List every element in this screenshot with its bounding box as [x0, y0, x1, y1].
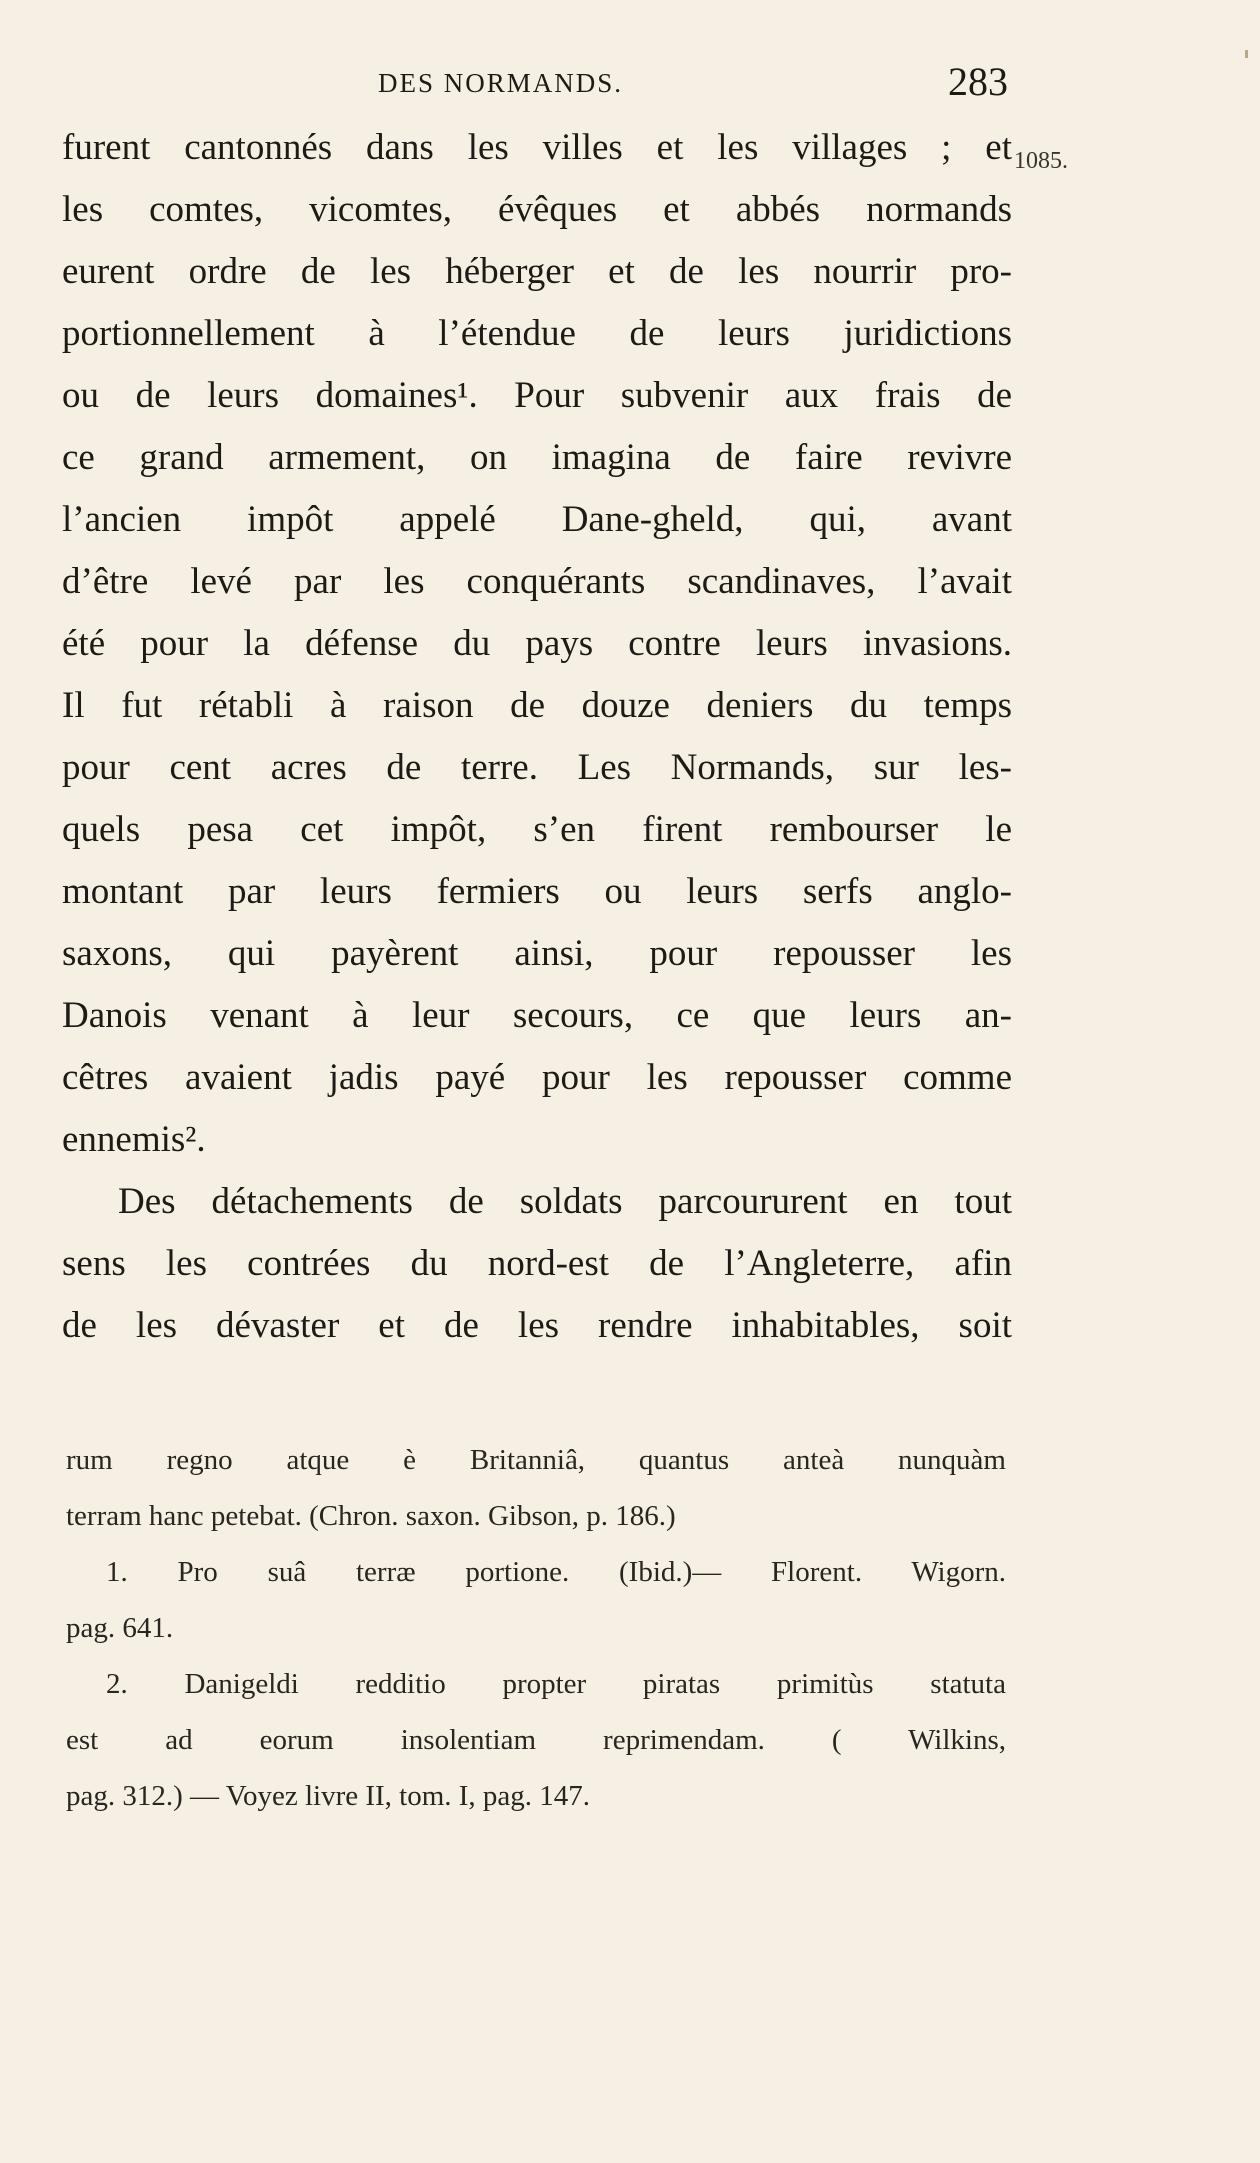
text-line: cêtres avaient jadis payé pour les repousser comme — [62, 1057, 1012, 1098]
text-line: quels pesa cet impôt, s’en firent rembourser le — [62, 809, 1012, 850]
text-line: Des détachements de soldats parcoururent en tout — [118, 1181, 1012, 1222]
page-number: 283 — [948, 59, 1008, 104]
text-line: furent cantonnés dans les villes et les villages ; et — [62, 127, 1012, 168]
text-line: montant par leurs fermiers ou leurs serfs anglo- — [62, 871, 1012, 912]
footnote-line: pag. 312.) — Voyez livre II, tom. I, pag. 147. — [66, 1780, 591, 1812]
main-text — [62, 117, 1012, 1357]
running-title: DES NORMANDS. — [378, 68, 624, 98]
margin-date-note: 1085. — [1014, 148, 1068, 174]
text-line: sens les contrées du nord-est de l’Angleterre, afin — [62, 1243, 1012, 1284]
text-line: été pour la défense du pays contre leurs invasions. — [62, 623, 1012, 664]
paper-speck — [1245, 50, 1248, 58]
footnote-line: pag. 641. — [66, 1612, 174, 1644]
text-line: l’ancien impôt appelé Dane-gheld, qui, avant — [62, 499, 1012, 540]
footnote-line: est ad eorum insolentiam reprimendam. ( Wilkins, — [66, 1724, 1006, 1756]
text-line: Danois venant à leur secours, ce que leurs an- — [62, 995, 1012, 1036]
footnotes — [66, 1432, 1006, 1824]
text-line: ce grand armement, on imagina de faire revivre — [62, 437, 1012, 478]
page-header — [378, 59, 1008, 112]
text-line: d’être levé par les conquérants scandinaves, l’avait — [62, 561, 1012, 602]
footnote-line: 2. Danigeldi redditio propter piratas primitùs statuta — [106, 1668, 1006, 1700]
text-line: eurent ordre de les héberger et de les nourrir pro- — [62, 251, 1012, 292]
footnote-line: rum regno atque è Britanniâ, quantus anteà nunquàm — [66, 1444, 1006, 1476]
text-line: les comtes, vicomtes, évêques et abbés normands — [62, 189, 1012, 230]
text-line: ennemis². — [62, 1119, 206, 1160]
text-line: pour cent acres de terre. Les Normands, sur les- — [62, 747, 1012, 788]
text-line: saxons, qui payèrent ainsi, pour repousser les — [62, 933, 1012, 974]
text-line: Il fut rétabli à raison de douze deniers du temps — [62, 685, 1012, 726]
footnote-line: terram hanc petebat. (Chron. saxon. Gibson, p. 186.) — [66, 1500, 676, 1532]
text-line: de les dévaster et de les rendre inhabitables, soit — [62, 1305, 1012, 1346]
text-line: ou de leurs domaines¹. Pour subvenir aux frais de — [62, 375, 1012, 416]
text-line: portionnellement à l’étendue de leurs juridictions — [62, 313, 1012, 354]
footnote-line: 1. Pro suâ terræ portione. (Ibid.)— Florent. Wigorn. — [106, 1556, 1006, 1588]
